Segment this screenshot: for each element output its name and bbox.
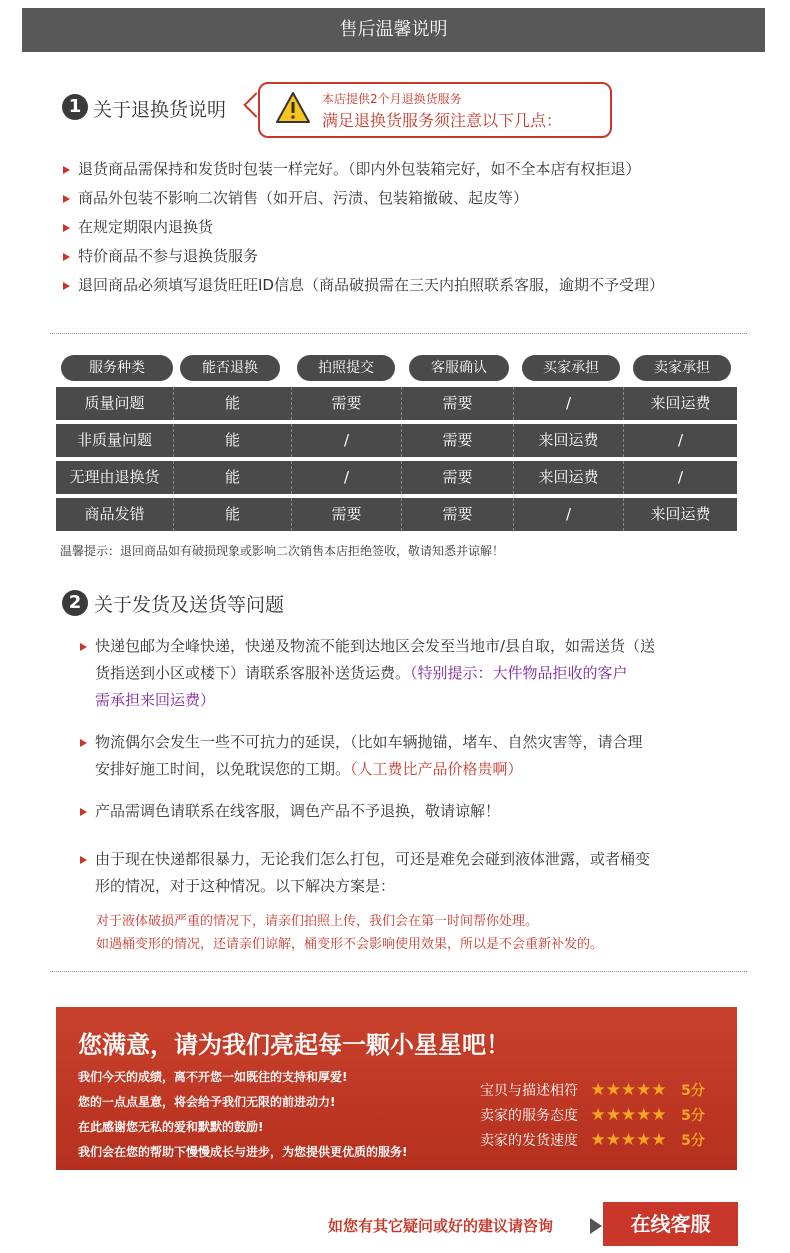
list-item: 退货商品需保持和发货时包装一样完好。（即内外包装箱完好，如不全本店有权拒退） <box>63 155 763 184</box>
shipping-paragraph-3: 产品需调色请联系在线客服，调色产品不予退换，敬请谅解！ <box>80 798 740 825</box>
table-row <box>56 387 737 420</box>
table-cell: 来回运费 <box>514 461 624 494</box>
table-cell: 能 <box>174 461 292 494</box>
table-cell: 能 <box>174 387 292 420</box>
table-cell: / <box>677 468 684 486</box>
arrow-icon <box>80 856 87 864</box>
arrow-icon <box>63 282 70 290</box>
return-callout <box>258 82 612 138</box>
rating-shipping: 卖家的发货速度 ★★★★★ 5分 <box>480 1130 705 1150</box>
contact-prompt: 如您有其它疑问或好的建议请咨询 <box>328 1217 554 1235</box>
rating-banner <box>56 1007 737 1170</box>
table-cell: 能 <box>174 498 292 531</box>
section-number-1: 1 <box>62 94 88 120</box>
star-icon: ★★★★★ <box>590 1105 667 1125</box>
return-rules-list <box>63 155 763 300</box>
arrow-icon <box>63 166 70 174</box>
table-cell: 来回运费 <box>514 424 624 457</box>
shipping-paragraph-2: 物流偶尔会发生一些不可抗力的延误，（比如车辆抛锚，堵车、自然灾害等，请合理 安排好施工时间，以免耽误您的工期。（人工费比产品价格贵啊） <box>80 729 740 783</box>
callout-line-2: 满足退换货服务须注意以下几点： <box>322 111 563 130</box>
solution-notes: 对于液体破损严重的情况下，请亲们拍照上传，我们会在第一时间帮你处理。 如遇桶变形的情况，还请亲们谅解，桶变形不会影响使用效果，所以是不会重新补发的。 <box>96 914 604 952</box>
table-cell: 非质量问题 <box>56 424 174 457</box>
table-cell: 需要 <box>402 424 514 457</box>
table-cell: 需要 <box>402 498 514 531</box>
table-cell: 需要 <box>292 387 402 420</box>
star-icon: ★★★★★ <box>590 1130 667 1150</box>
table-header-service-type: 服务种类 <box>61 355 173 381</box>
table-header-photo: 拍照提交 <box>297 355 395 381</box>
table-cell: 需要 <box>292 498 402 531</box>
table-cell: 质量问题 <box>56 387 174 420</box>
table-row <box>56 498 737 531</box>
table-header-cs-confirm: 客服确认 <box>409 355 509 381</box>
list-item: 商品外包装不影响二次销售（如开启、污渍、包装箱撤破、起皮等） <box>63 184 763 213</box>
table-cell: / <box>292 424 402 457</box>
rating-service: 卖家的服务态度 ★★★★★ 5分 <box>480 1105 705 1125</box>
shipping-paragraph-1: 快递包邮为全峰快递，快递及物流不能到达地区会发至当地市/县自取，如需送货（送 货指送到小区或楼下）请联系客服补送货运费。（特别提示：大件物品拒收的客户 需承担来回运费） <box>80 633 740 714</box>
online-service-button[interactable]: 在线客服 <box>603 1202 738 1246</box>
table-cell: 来回运费 <box>650 505 711 523</box>
table-cell: 需要 <box>402 387 514 420</box>
table-cell: 无理由退换货 <box>56 461 174 494</box>
list-item: 特价商品不参与退换货服务 <box>63 242 763 271</box>
divider <box>50 971 747 972</box>
warning-icon <box>275 91 311 125</box>
arrow-right-icon <box>590 1218 602 1234</box>
table-row <box>56 461 737 494</box>
table-note: 温馨提示：退回商品如有破损现象或影响二次销售本店拒绝签收，敬请知悉并谅解！ <box>60 544 505 558</box>
section-number-2: 2 <box>62 590 88 616</box>
arrow-icon <box>63 224 70 232</box>
shipping-paragraph-4: 由于现在快递都很暴力，无论我们怎么打包，可还是难免会碰到液体泄露，或者桶变 形的情况，对于这种情况。以下解决方案是： <box>80 846 740 900</box>
banner-title: 您满意，请为我们亮起每一颗小星星吧！ <box>78 1031 510 1059</box>
table-row <box>56 424 737 457</box>
banner-message: 我们今天的成绩，离不开您一如既往的支持和厚爱! 您的一点点星意，将会给予我们无限的前进动力! 在此感谢您无私的爱和默默的鼓励! 我们会在您的帮助下慢慢成长与进步，为您提供更优质的服务! <box>78 1070 408 1159</box>
arrow-icon <box>80 808 87 816</box>
arrow-icon <box>63 195 70 203</box>
table-cell: 能 <box>174 424 292 457</box>
table-cell: / <box>514 387 624 420</box>
rating-description: 宝贝与描述相符 ★★★★★ 5分 <box>480 1080 705 1100</box>
table-header-returnable: 能否退换 <box>180 355 280 381</box>
divider <box>50 333 747 334</box>
list-item: 在规定期限内退换货 <box>63 213 763 242</box>
callout-line-1: 本店提供2个月退换货服务 <box>322 92 462 106</box>
arrow-icon <box>63 253 70 261</box>
star-icon: ★★★★★ <box>590 1080 667 1100</box>
arrow-icon <box>80 643 87 651</box>
table-header-buyer-pays: 买家承担 <box>522 355 620 381</box>
table-cell: / <box>677 431 684 449</box>
table-header-seller-pays: 卖家承担 <box>633 355 731 381</box>
section-title-returns: 关于退换货说明 <box>93 99 227 121</box>
arrow-icon <box>80 739 87 747</box>
page-header: 售后温馨说明 <box>22 8 765 52</box>
list-item: 退回商品必须填写退货旺旺ID信息（商品破损需在三天内拍照联系客服，逾期不予受理） <box>63 271 763 300</box>
table-cell: / <box>514 498 624 531</box>
table-cell: 来回运费 <box>650 394 711 412</box>
table-cell: 商品发错 <box>56 498 174 531</box>
section-title-shipping: 关于发货及送货等问题 <box>94 594 285 616</box>
table-cell: 需要 <box>402 461 514 494</box>
table-cell: / <box>292 461 402 494</box>
